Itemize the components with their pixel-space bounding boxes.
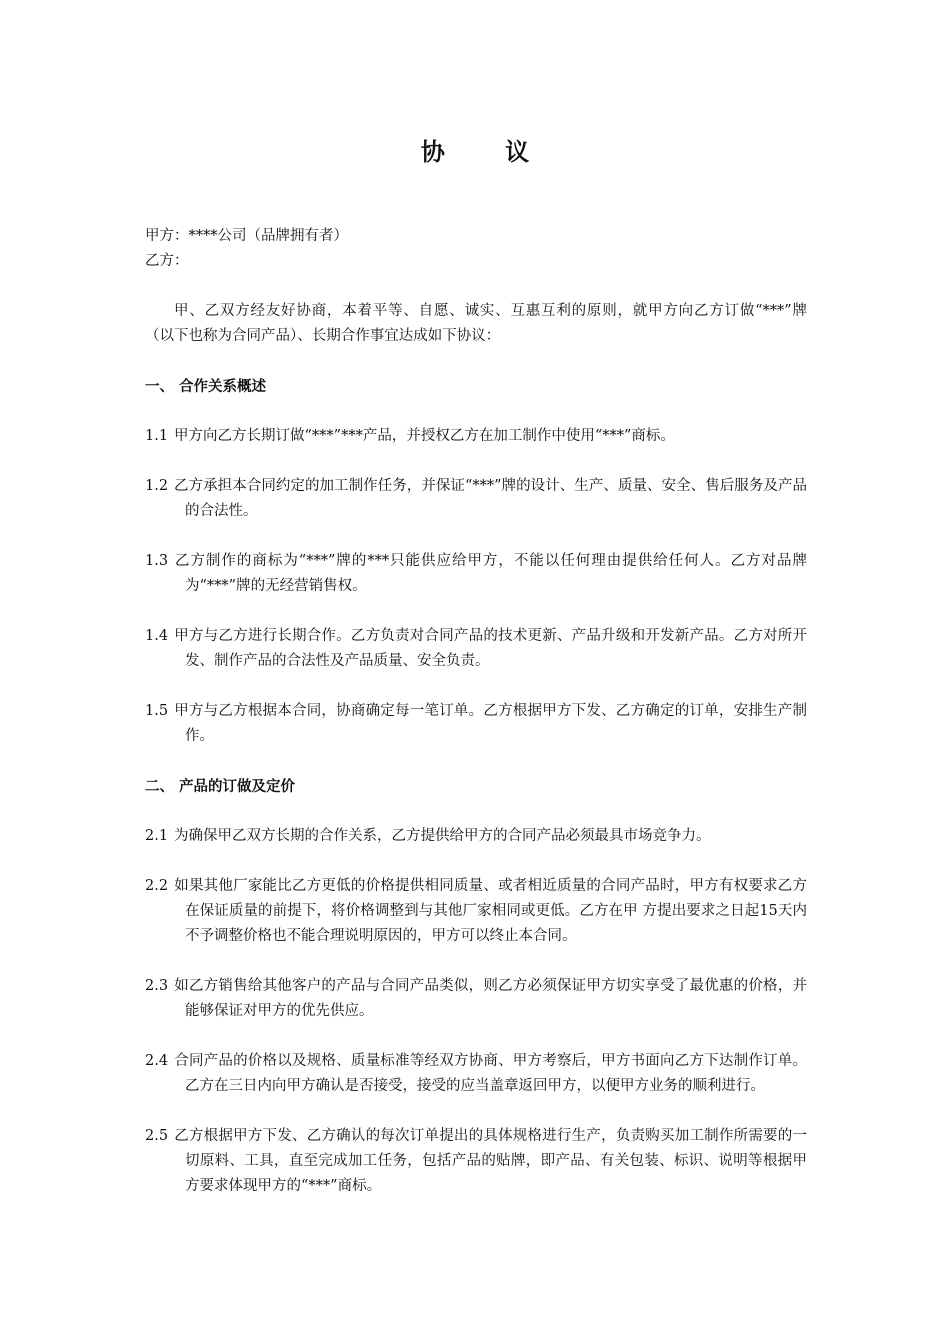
section-title: 二、 产品的订做及定价 xyxy=(145,778,296,795)
clause-1-3 xyxy=(145,549,807,599)
clause-number: 1.3 xyxy=(145,553,169,569)
party-a-line: 甲方：****公司（品牌拥有者） xyxy=(145,228,348,244)
clause-text: 为确保甲乙双方长期的合作关系，乙方提供给甲方的合同产品必须最具市场竞争力。 xyxy=(174,828,711,844)
document-body xyxy=(145,224,807,1199)
clause-2-2 xyxy=(145,874,807,949)
clause-number: 1.1 xyxy=(145,428,169,444)
clause-1-2 xyxy=(145,474,807,524)
clause-number: 2.4 xyxy=(145,1053,169,1069)
clause-1-5 xyxy=(145,699,807,749)
section-title: 一、 合作关系概述 xyxy=(145,378,267,395)
section-2 xyxy=(145,774,807,1199)
clause-number: 2.2 xyxy=(145,878,169,894)
page-title: 协 议 xyxy=(420,137,556,166)
clause-text: 乙方根据甲方下发、乙方确认的每次订单提出的具体规格进行生产，负责购买加工制作所需要的一切原料、工具，直至完成加工任务，包括产品的贴牌，即产品、有关包装、标识、说明等根据甲方要求体现甲方的“***”商标。 xyxy=(174,1128,807,1194)
clause-2-1 xyxy=(145,824,807,849)
clause-text: 甲方与乙方根据本合同，协商确定每一笔订单。乙方根据甲方下发、乙方确定的订单，安排生产制作。 xyxy=(174,703,807,744)
clause-1-1 xyxy=(145,424,807,449)
clause-text: 如乙方销售给其他客户的产品与合同产品类似，则乙方必须保证甲方切实享受了最优惠的价格，并能够保证对甲方的优先供应。 xyxy=(174,978,807,1019)
clause-2-5 xyxy=(145,1124,807,1199)
clause-text: 乙方承担本合同约定的加工制作任务，并保证“***”牌的设计、生产、质量、安全、售后服务及产品的合法性。 xyxy=(174,478,807,519)
clause-text: 如果其他厂家能比乙方更低的价格提供相同质量、或者相近质量的合同产品时，甲方有权要求乙方在保证质量的前提下，将价格调整到与其他厂家相同或更低。乙方在甲 方提出要求之日起15天内不予调整价格也不能合理说明原因的，甲方可以终止本合同。 xyxy=(174,878,807,944)
clause-2-4 xyxy=(145,1049,807,1099)
clause-number: 2.1 xyxy=(145,828,169,844)
clause-number: 1.4 xyxy=(145,628,169,644)
clause-text: 甲方向乙方长期订做“***”***产品，并授权乙方在加工制作中使用“***”商标。 xyxy=(174,428,675,444)
clause-number: 1.2 xyxy=(145,478,169,494)
party-b-line: 乙方： xyxy=(145,253,189,269)
intro-paragraph: 甲、乙双方经友好协商，本着平等、自愿、诚实、互惠互利的原则，就甲方向乙方订做“***”牌 （以下也称为合同产品）、长期合作事宜达成如下协议： xyxy=(145,303,807,344)
clause-text: 甲方与乙方进行长期合作。乙方负责对合同产品的技术更新、产品升级和开发新产品。乙方对所开发、制作产品的合法性及产品质量、安全负责。 xyxy=(174,628,807,669)
clause-number: 2.5 xyxy=(145,1128,169,1144)
clause-1-4 xyxy=(145,624,807,674)
clause-2-3 xyxy=(145,974,807,1024)
clause-number: 2.3 xyxy=(145,978,169,994)
clause-text: 合同产品的价格以及规格、质量标准等经双方协商、甲方考察后，甲方书面向乙方下达制作订单。乙方在三日内向甲方确认是否接受，接受的应当盖章返回甲方，以便甲方业务的顺利进行。 xyxy=(174,1053,807,1094)
section-1 xyxy=(145,374,807,749)
clause-text: 乙方制作的商标为“***”牌的***只能供应给甲方，不能以任何理由提供给任何人。乙方对品牌为“***”牌的无经营销售权。 xyxy=(174,553,807,594)
clause-number: 1.5 xyxy=(145,703,169,719)
